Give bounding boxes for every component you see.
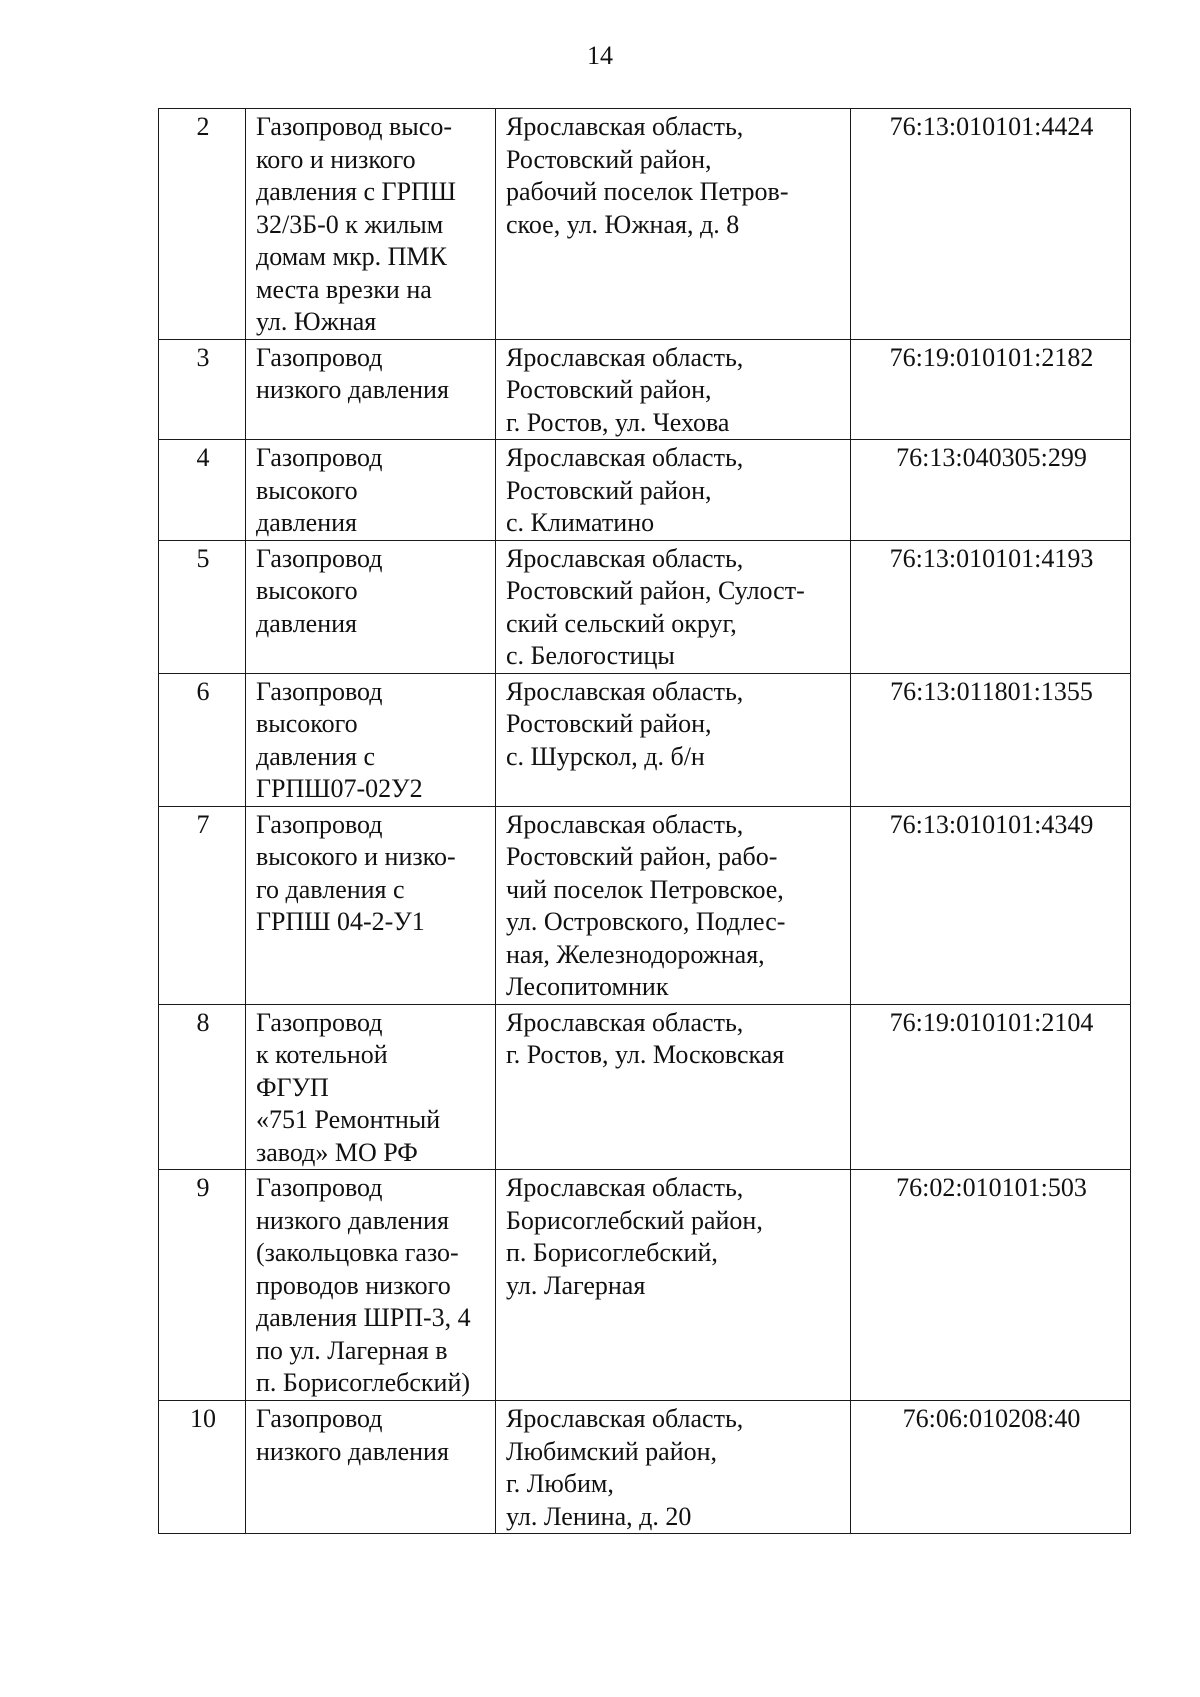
cadastral-number: 76:13:040305:299 xyxy=(851,440,1131,541)
object-name-line: го давления с xyxy=(256,874,405,904)
row-number: 4 xyxy=(159,440,246,541)
object-name-line: давления с xyxy=(256,741,376,771)
object-name xyxy=(246,540,496,673)
address-line: Борисоглебский район, xyxy=(506,1205,763,1235)
gas-pipeline-registry-table xyxy=(158,108,1131,1534)
address-line: ная, Железнодорожная, xyxy=(506,939,765,969)
object-name xyxy=(246,109,496,340)
address-line: ский сельский округ, xyxy=(506,608,737,638)
address-line: Ростовский район, xyxy=(506,475,712,505)
table-row xyxy=(159,1004,1131,1170)
object-address xyxy=(496,1401,851,1534)
object-name-line: ул. Южная xyxy=(256,307,377,336)
address-line: Лесопитомник xyxy=(506,972,669,1001)
address-line: с. Климатино xyxy=(506,508,655,537)
address-line: Ярославская область, xyxy=(506,1173,744,1202)
address-line: Ярославская область, xyxy=(506,112,744,141)
address-line: ул. Ленина, д. 20 xyxy=(506,1501,692,1531)
object-name-line: Газопровод xyxy=(256,1173,383,1202)
object-name-line: низкого давления xyxy=(256,375,449,404)
table-row xyxy=(159,1401,1131,1534)
object-name-line: Газопровод xyxy=(256,1404,383,1433)
object-name-line: Газопровод xyxy=(256,443,383,472)
table-row xyxy=(159,440,1131,541)
address-line: рабочий поселок Петров- xyxy=(506,177,789,206)
cadastral-number: 76:19:010101:2182 xyxy=(851,339,1131,440)
object-name-line: завод» МО РФ xyxy=(256,1137,418,1167)
object-address xyxy=(496,806,851,1004)
object-name-line: домам мкр. ПМК xyxy=(256,242,447,271)
object-name xyxy=(246,339,496,440)
address-line: Ярославская область, xyxy=(506,443,744,472)
cadastral-number: 76:13:010101:4349 xyxy=(851,806,1131,1004)
cadastral-number: 76:19:010101:2104 xyxy=(851,1004,1131,1170)
object-address xyxy=(496,1170,851,1401)
object-name-line: Газопровод высо- xyxy=(256,112,452,141)
object-name-line: низкого давления xyxy=(256,1436,449,1466)
object-name xyxy=(246,1170,496,1401)
object-name-line: 32/3Б-0 к жилым xyxy=(256,209,444,239)
object-name xyxy=(246,806,496,1004)
row-number: 9 xyxy=(159,1170,246,1401)
address-line: Ярославская область, xyxy=(506,543,744,573)
object-name xyxy=(246,1401,496,1534)
object-name-line: ГРПШ07-02У2 xyxy=(256,774,423,803)
address-line: Ярославская область, xyxy=(506,1404,744,1433)
object-address xyxy=(496,1004,851,1170)
object-name-line: п. Борисоглебский) xyxy=(256,1368,471,1397)
row-number: 7 xyxy=(159,806,246,1004)
cadastral-number: 76:13:010101:4424 xyxy=(851,109,1131,340)
address-line: с. Шурскол, д. б/н xyxy=(506,741,705,771)
object-name xyxy=(246,440,496,541)
object-name-line: давления ШРП-3, 4 xyxy=(256,1303,471,1332)
object-name-line: Газопровод xyxy=(256,676,383,706)
object-name-line: (закольцовка газо- xyxy=(256,1238,459,1267)
address-line: г. Ростов, ул. Чехова xyxy=(506,407,730,437)
object-address xyxy=(496,339,851,440)
address-line: г. Любим, xyxy=(506,1469,614,1498)
object-address xyxy=(496,109,851,340)
cadastral-number: 76:06:010208:40 xyxy=(851,1401,1131,1534)
address-line: ул. Лагерная xyxy=(506,1270,646,1300)
object-name-line: давления xyxy=(256,508,358,537)
object-name xyxy=(246,673,496,806)
object-name-line: высокого xyxy=(256,475,358,505)
address-line: Ярославская область, xyxy=(506,809,744,839)
object-name-line: высокого xyxy=(256,709,358,738)
object-name-line: места врезки на xyxy=(256,274,432,304)
object-name-line: по ул. Лагерная в xyxy=(256,1335,448,1365)
cadastral-number: 76:13:011801:1355 xyxy=(851,673,1131,806)
address-line: Ростовский район, xyxy=(506,709,712,738)
object-name-line: давления с ГРПШ xyxy=(256,177,457,206)
table-row xyxy=(159,1170,1131,1401)
object-name-line: кого и низкого xyxy=(256,144,416,174)
object-name-line: высокого и низко- xyxy=(256,842,456,871)
cadastral-number: 76:13:010101:4193 xyxy=(851,540,1131,673)
object-name-line: Газопровод xyxy=(256,1007,383,1037)
row-number: 6 xyxy=(159,673,246,806)
cadastral-number: 76:02:010101:503 xyxy=(851,1170,1131,1401)
address-line: Ростовский район, Сулост- xyxy=(506,576,805,605)
address-line: Ростовский район, xyxy=(506,375,712,404)
object-name-line: Газопровод xyxy=(256,342,383,372)
table-row xyxy=(159,673,1131,806)
address-line: с. Белогостицы xyxy=(506,641,675,670)
row-number: 5 xyxy=(159,540,246,673)
object-name-line: ФГУП xyxy=(256,1072,329,1102)
address-line: г. Ростов, ул. Московская xyxy=(506,1040,785,1069)
address-line: Ростовский район, рабо- xyxy=(506,842,778,871)
object-name-line: «751 Ремонтный xyxy=(256,1105,441,1134)
object-name-line: Газопровод xyxy=(256,809,383,839)
row-number: 3 xyxy=(159,339,246,440)
table-row xyxy=(159,339,1131,440)
object-name-line: низкого давления xyxy=(256,1205,449,1235)
address-line: Ярославская область, xyxy=(506,676,744,706)
object-name-line: высокого xyxy=(256,576,358,605)
address-line: Ростовский район, xyxy=(506,144,712,174)
object-name xyxy=(246,1004,496,1170)
address-line: ул. Островского, Подлес- xyxy=(506,907,786,936)
object-name-line: проводов низкого xyxy=(256,1270,451,1300)
table-row xyxy=(159,806,1131,1004)
address-line: ское, ул. Южная, д. 8 xyxy=(506,209,740,239)
address-line: п. Борисоглебский, xyxy=(506,1238,718,1267)
object-address xyxy=(496,673,851,806)
address-line: Ярославская область, xyxy=(506,1007,744,1037)
table-row xyxy=(159,109,1131,340)
address-line: Ярославская область, xyxy=(506,342,744,372)
object-name-line: Газопровод xyxy=(256,543,383,573)
row-number: 8 xyxy=(159,1004,246,1170)
page-number: 14 xyxy=(587,41,613,70)
object-name-line: к котельной xyxy=(256,1040,388,1069)
row-number: 2 xyxy=(159,109,246,340)
row-number: 10 xyxy=(159,1401,246,1534)
object-name-line: ГРПШ 04-2-У1 xyxy=(256,907,425,936)
object-name-line: давления xyxy=(256,608,358,638)
object-address xyxy=(496,440,851,541)
address-line: Любимский район, xyxy=(506,1436,718,1466)
table-row xyxy=(159,540,1131,673)
address-line: чий поселок Петровское, xyxy=(506,874,784,904)
object-address xyxy=(496,540,851,673)
